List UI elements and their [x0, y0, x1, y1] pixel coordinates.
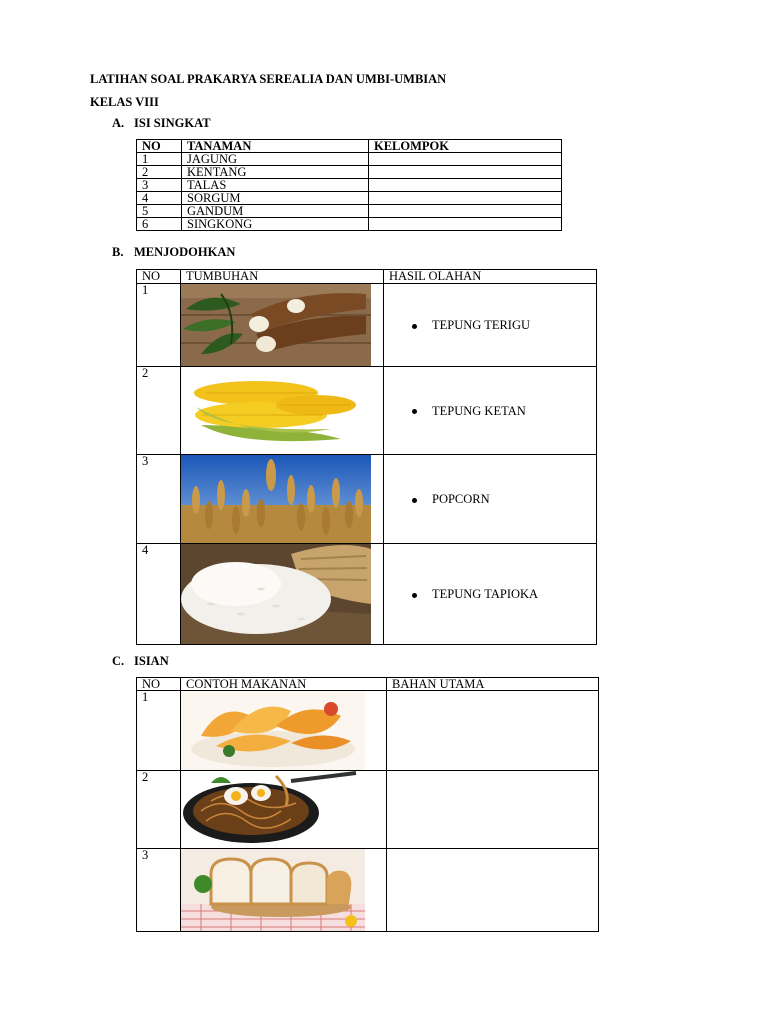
col-no: NO — [137, 140, 182, 153]
row-tanaman: KENTANG — [182, 166, 369, 179]
row-tanaman: JAGUNG — [182, 153, 369, 166]
cassava-image — [181, 284, 371, 366]
section-a-title: ISI SINGKAT — [134, 116, 211, 130]
row-no: 4 — [137, 192, 182, 205]
col-tanaman: TANAMAN — [182, 140, 369, 153]
row-no: 6 — [137, 218, 182, 231]
hasil-label: TEPUNG TERIGU — [432, 318, 531, 332]
row-image-cell — [181, 455, 384, 544]
hasil-label: TEPUNG KETAN — [432, 403, 526, 418]
row-kelompok-blank[interactable] — [369, 218, 562, 231]
row-kelompok-blank[interactable] — [369, 192, 562, 205]
hasil-label: TEPUNG TAPIOKA — [432, 587, 539, 601]
section-a-letter: A. — [112, 116, 125, 130]
table-row — [137, 691, 599, 771]
table-menjodohkan — [136, 269, 597, 645]
bread-image — [181, 849, 365, 931]
noodles-image — [181, 771, 365, 848]
table-row — [137, 205, 562, 218]
row-no: 3 — [137, 849, 181, 932]
row-no: 2 — [137, 771, 181, 849]
row-no: 4 — [137, 544, 181, 645]
row-no: 3 — [137, 179, 182, 192]
table-row — [137, 153, 562, 166]
row-tanaman: SORGUM — [182, 192, 369, 205]
section-a-heading — [112, 116, 211, 131]
hasil-label: POPCORN — [432, 492, 490, 506]
table-header-row — [137, 140, 562, 153]
row-image-cell — [181, 544, 384, 645]
row-no: 1 — [137, 153, 182, 166]
row-bahan-blank[interactable] — [387, 771, 599, 849]
table-row — [137, 192, 562, 205]
bullet-icon — [412, 593, 417, 598]
section-b-letter: B. — [112, 245, 124, 259]
corn-image — [181, 367, 371, 454]
row-hasil — [384, 367, 597, 455]
table-isian — [136, 677, 599, 932]
table-row — [137, 544, 597, 645]
row-no: 1 — [137, 691, 181, 771]
table-row — [137, 771, 599, 849]
table-row — [137, 367, 597, 455]
bullet-icon — [412, 324, 417, 329]
bullet-icon — [412, 498, 417, 503]
row-tanaman: TALAS — [182, 179, 369, 192]
table-row — [137, 455, 597, 544]
wheat-image — [181, 455, 371, 543]
table-header-row — [137, 678, 599, 691]
table-row — [137, 284, 597, 367]
col-bahan-utama: BAHAN UTAMA — [387, 678, 599, 691]
row-image-cell — [181, 771, 387, 849]
row-image-cell — [181, 691, 387, 771]
rice-image — [181, 544, 371, 644]
row-hasil — [384, 544, 597, 645]
section-c-title: ISIAN — [134, 654, 169, 668]
section-c-letter: C. — [112, 654, 125, 668]
table-row — [137, 218, 562, 231]
row-image-cell — [181, 849, 387, 932]
section-b-title: MENJODOHKAN — [134, 245, 236, 259]
row-no: 2 — [137, 367, 181, 455]
col-no: NO — [137, 270, 181, 284]
table-isi-singkat — [136, 139, 562, 231]
col-contoh-makanan: CONTOH MAKANAN — [181, 678, 387, 691]
row-hasil — [384, 284, 597, 367]
row-kelompok-blank[interactable] — [369, 205, 562, 218]
row-kelompok-blank[interactable] — [369, 153, 562, 166]
row-kelompok-blank[interactable] — [369, 179, 562, 192]
table-row — [137, 179, 562, 192]
class-label: KELAS VIII — [90, 95, 159, 109]
row-image-cell — [181, 284, 384, 367]
row-tanaman: SINGKONG — [182, 218, 369, 231]
table-row — [137, 849, 599, 932]
worksheet-title: LATIHAN SOAL PRAKARYA SEREALIA DAN UMBI-UMBIAN — [90, 72, 447, 86]
chips-image — [181, 691, 365, 770]
row-kelompok-blank[interactable] — [369, 166, 562, 179]
col-kelompok: KELOMPOK — [369, 140, 562, 153]
row-image-cell — [181, 367, 384, 455]
col-tumbuhan: TUMBUHAN — [181, 270, 384, 284]
table-row — [137, 166, 562, 179]
bullet-icon — [412, 409, 417, 414]
row-no: 2 — [137, 166, 182, 179]
row-hasil — [384, 455, 597, 544]
table-header-row — [137, 270, 597, 284]
section-c-heading — [112, 654, 169, 669]
row-no: 1 — [137, 284, 181, 367]
col-hasil-olahan: HASIL OLAHAN — [384, 270, 597, 284]
row-no: 5 — [137, 205, 182, 218]
row-no: 3 — [137, 455, 181, 544]
row-bahan-blank[interactable] — [387, 691, 599, 771]
row-bahan-blank[interactable] — [387, 849, 599, 932]
section-b-heading — [112, 245, 235, 260]
row-tanaman: GANDUM — [182, 205, 369, 218]
col-no: NO — [137, 678, 181, 691]
